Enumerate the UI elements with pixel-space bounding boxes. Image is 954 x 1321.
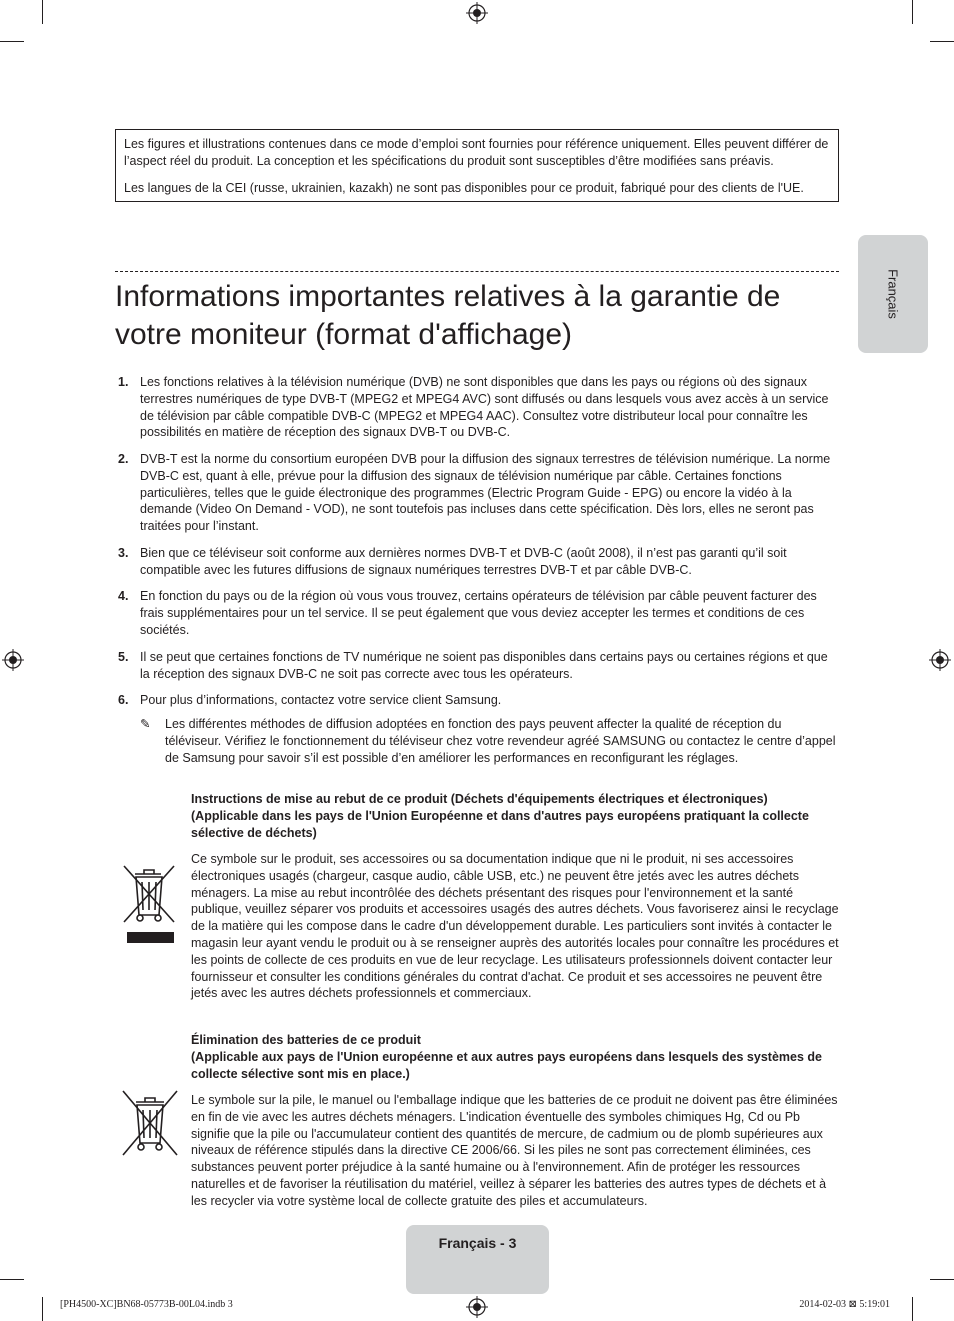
registration-mark-icon [466, 1296, 488, 1318]
battery-title: Élimination des batteries de ce produit (Applicable aux pays de l'Union européenne et aux autres pays européens dans lesquels des systèmes de collecte sélective sont mis en place.) [191, 1033, 822, 1081]
crop-mark [42, 1297, 43, 1321]
print-datetime-slug: 2014-02-03 ⊠ 5:19:01 [799, 1299, 890, 1310]
list-item-text: Bien que ce téléviseur soit conforme aux dernières normes DVB-T et DVB-C (août 2008), il n’est pas garanti qu’il soit compatible avec les futures diffusions de signaux numériques terrestres DVB-T et par câble DVB-C. [140, 546, 787, 577]
disclaimer-paragraph: Les figures et illustrations contenues dans ce mode d’emploi sont fournies pour référence uniquement. Elles peuvent différer de l’aspect réel du produit. La conception et les spécifications du produit sont susceptibles d’être modifiées sans préavis. [124, 137, 829, 168]
list-item [115, 692, 839, 709]
list-item [115, 649, 839, 683]
list-item [115, 545, 839, 579]
print-file-slug: [PH4500-XC]BN68-05773B-00L04.indb 3 [60, 1299, 233, 1310]
crop-mark [930, 41, 954, 42]
pencil-note-icon: ✎ [140, 717, 151, 731]
list-item [115, 451, 839, 535]
weee-title: Instructions de mise au rebut de ce produit (Déchets d'équipements électriques et électroniques) (Applicable dans les pays de l'Union Européenne et dans d'autres pays européens pratiquant la collecte sélective de déchets) [191, 792, 809, 840]
crossed-out-battery-bin-icon [120, 1088, 180, 1158]
registration-mark-icon [466, 2, 488, 24]
note-block [140, 716, 839, 766]
language-side-tab [858, 235, 928, 353]
list-item-number: 1. [118, 375, 129, 389]
crop-mark [0, 1279, 24, 1280]
section-heading: Informations importantes relatives à la garantie de votre moniteur (format d'affichage) [115, 280, 781, 351]
crop-mark [912, 0, 913, 24]
note-text: Les différentes méthodes de diffusion adoptées en fonction des pays peuvent affecter la qualité de réception du téléviseur. Vérifiez le fonctionnement du téléviseur chez votre revendeur agréé SAMSUNG ou contactez le centre d’appel de Samsung pour savoir s’il est possible d’en améliorer les performances en reconfigurant les réglages. [165, 717, 836, 765]
page-number-label: Français - 3 [438, 1235, 517, 1251]
list-item-text: En fonction du pays ou de la région où vous vous trouvez, certains opérateurs de télévision par câble peuvent facturer des frais supplémentaires pour un tel service. Il se peut également que vous deviez accepter les termes et conditions de ces sociétés. [140, 589, 817, 637]
disclaimer-box [115, 129, 839, 202]
list-item-text: Il se peut que certaines fonctions de TV numérique ne soient pas disponibles dans certains pays ou certaines régions et que la réception des signaux DVB-C ne soit pas correcte avec tous les opérateurs. [140, 650, 828, 681]
list-item-number: 2. [118, 452, 129, 466]
crossed-out-wheelie-bin-icon [122, 862, 176, 944]
crop-mark [930, 1279, 954, 1280]
registration-mark-icon [2, 649, 24, 671]
list-item [115, 374, 839, 441]
language-side-tab-label: Français [885, 269, 901, 319]
section-divider [115, 271, 839, 272]
weee-body: Ce symbole sur le produit, ses accessoires ou sa documentation indique que ni le produit, ni ses accessoires électroniques usagés (chargeur, casque audio, câble USB, etc.) ne peuvent être jetés avec les autres déchets ménagers. La mise au rebut incontrôlée des déchets présentant des risques pour l'environnement et la santé publique, veuillez séparer vos produits et accessoires usagés des autres déchets. Vous favoriserez ainsi le recyclage de la matière qui les compose dans le cadre d'un développement durable. Les particuliers sont invités à contacter le magasin leur ayant vendu le produit ou à se renseigner auprès des autorités locales pour connaître les procédures et les points de collecte de ces produits en vue de leur recyclage. Les utilisateurs professionnels doivent contacter leur fournisseur et consulter les conditions générales du contrat d'achat. Ce produit et ses accessoires ne peuvent être jetés avec les autres déchets professionnels et commerciaux. [191, 852, 839, 1001]
list-item [115, 588, 839, 638]
list-item-number: 3. [118, 546, 129, 560]
list-item-number: 6. [118, 693, 129, 707]
list-item-text: Les fonctions relatives à la télévision numérique (DVB) ne sont disponibles que dans les pays ou régions où des signaux terrestres numériques de type DVB-T (MPEG2 et MPEG4 AVC) sont diffusés ou dans lesquels vous avez accès à un service de télévision par câble compatible DVB-C (MPEG2 et MPEG4 AAC). Consultez votre distributeur local pour connaître les possibilités en matière de réception des signaux DVB-T ou DVB-C. [140, 375, 829, 440]
crop-mark [42, 0, 43, 24]
list-item-text: DVB-T est la norme du consortium européen DVB pour la diffusion des signaux terrestres de télévision numérique. La norme DVB-C est, quant à elle, prévue pour la diffusion des signaux de télévision numérique par câble. Certaines fonctions particulières, telles que le guide électronique des programmes (Electric Program Guide - EPG) ou encore la vidéo à la demande (Video On Demand - VOD), ne sont toutefois pas incluses dans cette spécification. Dès lors, elles ne seront pas traitées pour l’instant. [140, 452, 831, 534]
list-item-number: 4. [118, 589, 129, 603]
battery-body: Le symbole sur la pile, le manuel ou l'emballage indique que les batteries de ce produit ne doivent pas être éliminées en fin de vie avec les autres déchets ménagers. L'indication éventuelle des symboles chimiques Hg, Cd ou Pb signifie que la pile ou l'accumulateur contient des quantités de mercure, de cadmium ou de plomb supérieures aux niveaux de référence stipulés dans la directive CE 2006/66. Si les piles ne sont pas correctement éliminées, ces substances peuvent porter préjudice à la santé humaine ou à l'environnement. Afin de protéger les ressources naturelles et de favoriser la réutilisation du matériel, veillez à séparer les batteries des autres types de déchets et à les recycler via votre système local de collecte gratuite des piles et accumulateurs. [191, 1093, 838, 1208]
list-item-text: Pour plus d’informations, contactez votre service client Samsung. [140, 693, 502, 707]
crop-mark [0, 41, 24, 42]
crop-mark [912, 1297, 913, 1321]
page-number-tab [406, 1225, 549, 1294]
registration-mark-icon [929, 649, 951, 671]
disclaimer-paragraph: Les langues de la CEI (russe, ukrainien, kazakh) ne sont pas disponibles pour ce produit, fabriqué pour des clients de l'UE. [124, 180, 804, 195]
list-item-number: 5. [118, 650, 129, 664]
